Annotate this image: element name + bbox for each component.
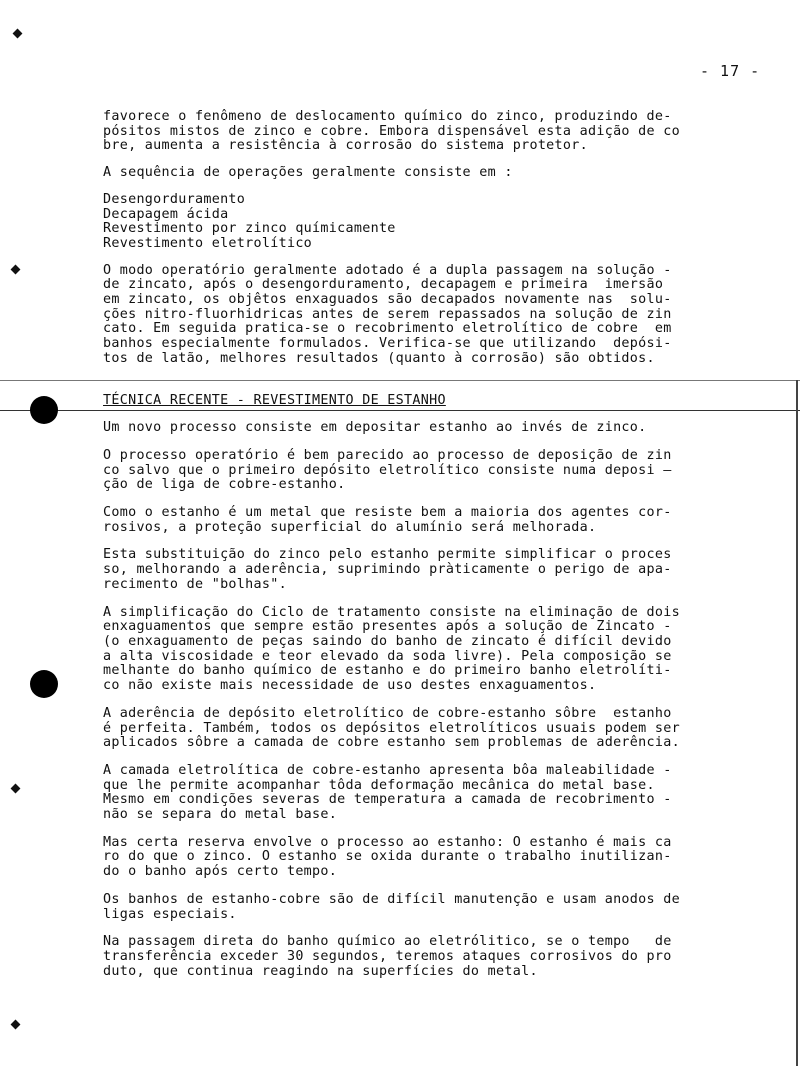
punch-hole-top xyxy=(30,396,58,424)
scan-mark xyxy=(13,29,23,39)
text-line: Mesmo em condições severas de temperatura a camada de recobrimento - xyxy=(103,792,672,808)
scan-mark xyxy=(11,784,21,794)
paragraph xyxy=(103,264,775,367)
text-line: ro do que o zinco. O estanho se oxida durante o trabalho inutilizan- xyxy=(103,849,672,865)
scan-mark xyxy=(11,1020,21,1030)
paragraph xyxy=(103,707,775,751)
paragraph xyxy=(103,548,775,592)
text-line: A sequência de operações geralmente consiste em : xyxy=(103,165,513,181)
paragraph xyxy=(103,421,775,436)
text-line: do o banho após certo tempo. xyxy=(103,864,338,880)
scan-mark xyxy=(11,265,21,275)
text-line: A simplificação do Ciclo de tratamento consiste na eliminação de dois xyxy=(103,604,680,620)
list-item: Revestimento por zinco químicamente xyxy=(103,221,396,237)
text-line: Na passagem direta do banho químico ao eletrólitico, se o tempo de xyxy=(103,934,672,950)
paragraph xyxy=(103,506,775,535)
paragraph xyxy=(103,606,775,694)
text-line: rosivos, a proteção superficial do alumínio será melhorada. xyxy=(103,519,597,535)
list-item: Decapagem ácida xyxy=(103,206,229,222)
text-line: de zincato, após o desengorduramento, decapagem e primeira imersão xyxy=(103,277,664,293)
text-line: enxaguamentos que sempre estão presentes após a solução de Zincato - xyxy=(103,619,672,635)
text-line: Mas certa reserva envolve o processo ao estanho: O estanho é mais ca xyxy=(103,834,672,850)
text-line: tos de latão, melhores resultados (quanto à corrosão) são obtidos. xyxy=(103,350,655,366)
text-line: é perfeita. Também, todos os depósitos eletrolíticos usuais podem ser xyxy=(103,720,680,736)
text-line: transferência exceder 30 segundos, teremos ataques corrosivos do pro xyxy=(103,948,672,964)
text-line: aplicados sôbre a camada de cobre estanho sem problemas de aderência. xyxy=(103,735,680,751)
list-item: Revestimento eletrolítico xyxy=(103,235,313,251)
page-number: - 17 - xyxy=(700,62,761,80)
text-line: Os banhos de estanho-cobre são de difícil manutenção e usam anodos de xyxy=(103,891,680,907)
text-line: (o enxaguamento de peças saindo do banho de zincato é difícil devido xyxy=(103,633,672,649)
text-line: so, melhorando a aderência, suprimindo pràticamente o perigo de apa- xyxy=(103,562,672,578)
text-line: recimento de "bolhas". xyxy=(103,576,287,592)
paragraph xyxy=(103,836,775,880)
text-line: ção de liga de cobre-estanho. xyxy=(103,477,346,493)
text-line: pósitos mistos de zinco e cobre. Embora dispensável esta adição de co xyxy=(103,123,680,139)
paragraph xyxy=(103,935,775,979)
text-line: co salvo que o primeiro depósito eletrolítico consiste numa deposi — xyxy=(103,462,672,478)
text-line: A aderência de depósito eletrolítico de cobre-estanho sôbre estanho xyxy=(103,705,672,721)
text-line: em zincato, os objêtos enxaguados são decapados novamente nas solu- xyxy=(103,292,672,308)
margin-edge-line xyxy=(796,380,798,1066)
paragraph xyxy=(103,764,775,823)
text-line: cato. Em seguida pratica-se o recobrimento eletrolítico de cobre em xyxy=(103,321,672,337)
paragraph xyxy=(103,449,775,493)
text-line: duto, que continua reagindo na superfícies do metal. xyxy=(103,963,538,979)
paragraph xyxy=(103,893,775,922)
text-line: O processo operatório é bem parecido ao processo de deposição de zin xyxy=(103,447,672,463)
text-line: bre, aumenta a resistência à corrosão do sistema protetor. xyxy=(103,138,588,154)
text-line: Um novo processo consiste em depositar estanho ao invés de zinco. xyxy=(103,420,647,436)
text-line: ligas especiais. xyxy=(103,906,237,922)
section-heading: TÉCNICA RECENTE - REVESTIMENTO DE ESTANHO xyxy=(103,392,446,408)
text-line: A camada eletrolítica de cobre-estanho apresenta bôa maleabilidade - xyxy=(103,762,672,778)
punch-hole-bottom xyxy=(30,670,58,698)
text-line: ções nitro-fluorhidricas antes de serem repassados na solução de zin xyxy=(103,306,672,322)
text-line: favorece o fenômeno de deslocamento químico do zinco, produzindo de- xyxy=(103,109,672,124)
text-line: Esta substituição do zinco pelo estanho permite simplificar o proces xyxy=(103,547,672,563)
text-line: não se separa do metal base. xyxy=(103,807,338,823)
text-line: co não existe mais necessidade de uso destes enxaguamentos. xyxy=(103,678,597,694)
text-line: melhante do banho químico de estanho e do primeiro banho eletrolíti- xyxy=(103,663,672,679)
text-line: banhos especialmente formulados. Verifica-se que utilizando depósi- xyxy=(103,336,672,352)
text-line: a alta viscosidade e teor elevado da soda livre). Pela composição se xyxy=(103,648,672,664)
text-line: que lhe permite acompanhar tôda deformação mecânica do metal base. xyxy=(103,777,655,793)
document-body xyxy=(103,110,775,979)
list-item: Desengorduramento xyxy=(103,191,246,207)
text-line: Como o estanho é um metal que resiste bem a maioria dos agentes cor- xyxy=(103,505,672,521)
paragraph xyxy=(103,166,775,181)
paragraph xyxy=(103,110,775,154)
operations-list xyxy=(103,193,775,252)
text-line: O modo operatório geralmente adotado é a dupla passagem na solução - xyxy=(103,262,672,278)
